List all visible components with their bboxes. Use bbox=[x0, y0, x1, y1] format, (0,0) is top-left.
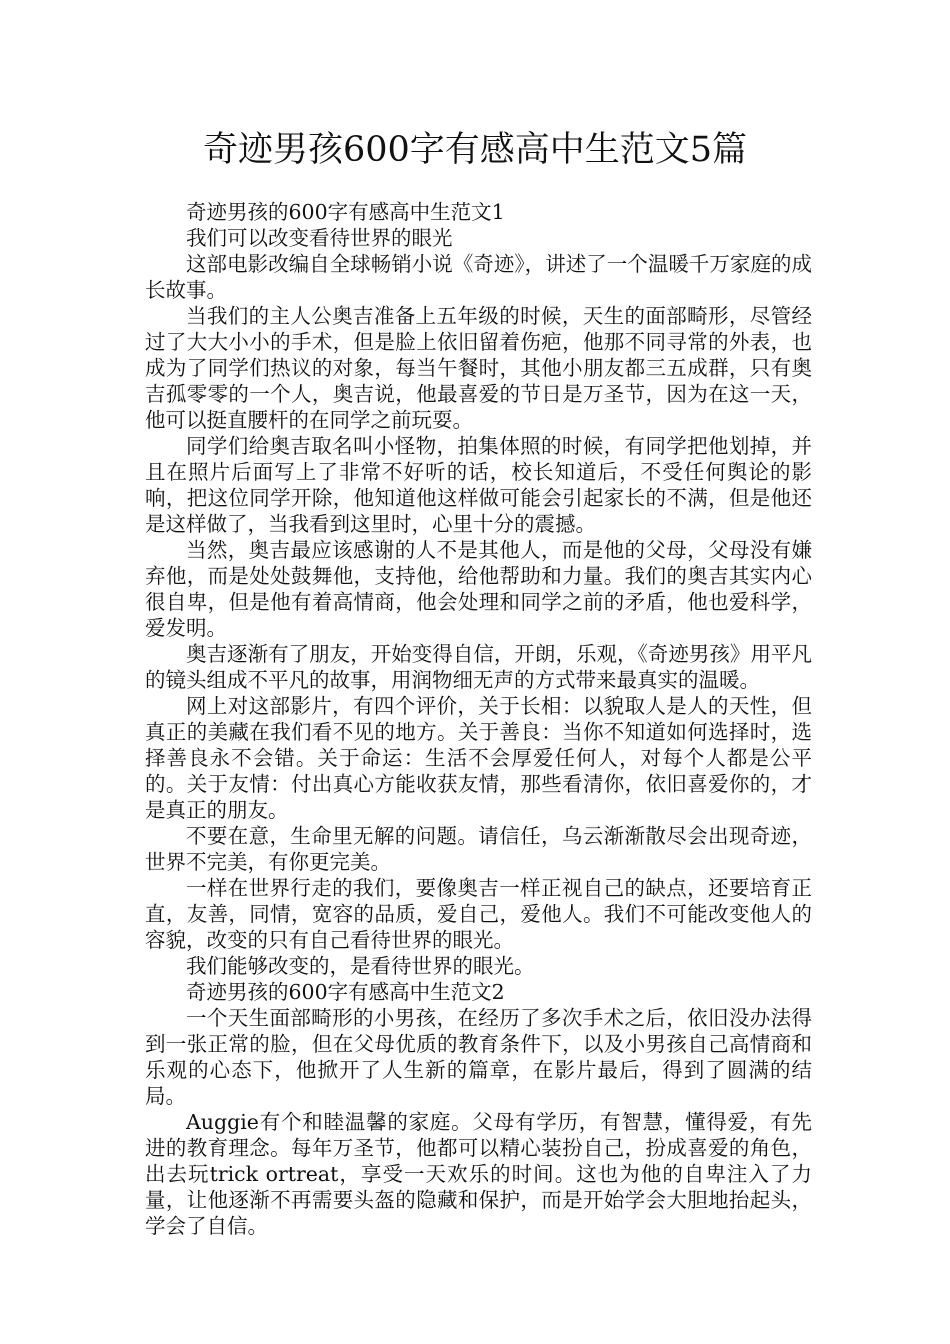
paragraph: 网上对这部影片，有四个评价，关于长相：以貌取人是人的天性，但真正的美藏在我们看不见的地方。关于善良：当你不知道如何选择时，选择善良永不会错。关于命运：生活不会厚爱任何人，对每个人都是公平的。关于友情：付出真心方能收获友情，那些看清你，依旧喜爱你的，才是真正的朋友。 bbox=[145, 694, 812, 822]
document-body bbox=[145, 199, 812, 1239]
paragraph: 当我们的主人公奥吉准备上五年级的时候，天生的面部畸形，尽管经过了大大小小的手术，但是脸上依旧留着伤疤，他那不同寻常的外表，也成为了同学们热议的对象，每当午餐时，其他小朋友都三五成群，只有奥吉孤零零的一个人，奥吉说，他最喜爱的节日是万圣节，因为在这一天，他可以挺直腰杆的在同学之前玩耍。 bbox=[145, 304, 812, 432]
paragraph: 我们能够改变的，是看待世界的眼光。 bbox=[186, 954, 535, 978]
paragraph: 不要在意，生命里无解的问题。请信任，乌云渐渐散尽会出现奇迹，世界不完美，有你更完美。 bbox=[145, 824, 812, 874]
paragraph: 一个天生面部畸形的小男孩，在经历了多次手术之后，依旧没办法得到一张正常的脸，但在父母优质的教育条件下，以及小男孩自己高情商和乐观的心态下，他掀开了人生新的篇章，在影片最后，得到了圆满的结局。 bbox=[145, 1006, 812, 1108]
paragraph: 奥吉逐渐有了朋友，开始变得自信，开朗，乐观，《奇迹男孩》用平凡的镜头组成不平凡的故事，用润物细无声的方式带来最真实的温暖。 bbox=[145, 642, 812, 692]
paragraph: 当然，奥吉最应该感谢的人不是其他人，而是他的父母，父母没有嫌弃他，而是处处鼓舞他，支持他，给他帮助和力量。我们的奥吉其实内心很自卑，但是他有着高情商，他会处理和同学之前的矛盾，他也爱科学，爱发明。 bbox=[145, 538, 812, 640]
paragraph: 同学们给奥吉取名叫小怪物，拍集体照的时候，有同学把他划掉，并且在照片后面写上了非常不好听的话，校长知道后，不受任何舆论的影响，把这位同学开除，他知道他这样做可能会引起家长的不满，但是他还是这样做了，当我看到这里时，心里十分的震撼。 bbox=[145, 434, 812, 536]
paragraph: 奇迹男孩的600字有感高中生范文2 bbox=[186, 980, 505, 1004]
paragraph: 这部电影改编自全球畅销小说《奇迹》，讲述了一个温暖千万家庭的成长故事。 bbox=[145, 252, 812, 302]
document-title: 奇迹男孩600字有感高中生范文5篇 bbox=[202, 130, 748, 170]
paragraph: 奇迹男孩的600字有感高中生范文1 bbox=[186, 200, 505, 224]
paragraph: 我们可以改变看待世界的眼光 bbox=[186, 226, 453, 250]
paragraph: Auggie有个和睦温馨的家庭。父母有学历，有智慧，懂得爱，有先进的教育理念。每年万圣节，他都可以精心装扮自己，扮成喜爱的角色，出去玩trick ortreat，享受一天欢乐的时间。这也为他的自卑注入了力量，让他逐渐不再需要头盔的隐藏和保护，而是开始学会大胆地抬起头，学会了自信。 bbox=[145, 1110, 812, 1238]
paragraph: 一样在世界行走的我们，要像奥吉一样正视自己的缺点，还要培育正直，友善，同情，宽容的品质，爱自己，爱他人。我们不可能改变他人的容貌，改变的只有自己看待世界的眼光。 bbox=[145, 876, 812, 952]
